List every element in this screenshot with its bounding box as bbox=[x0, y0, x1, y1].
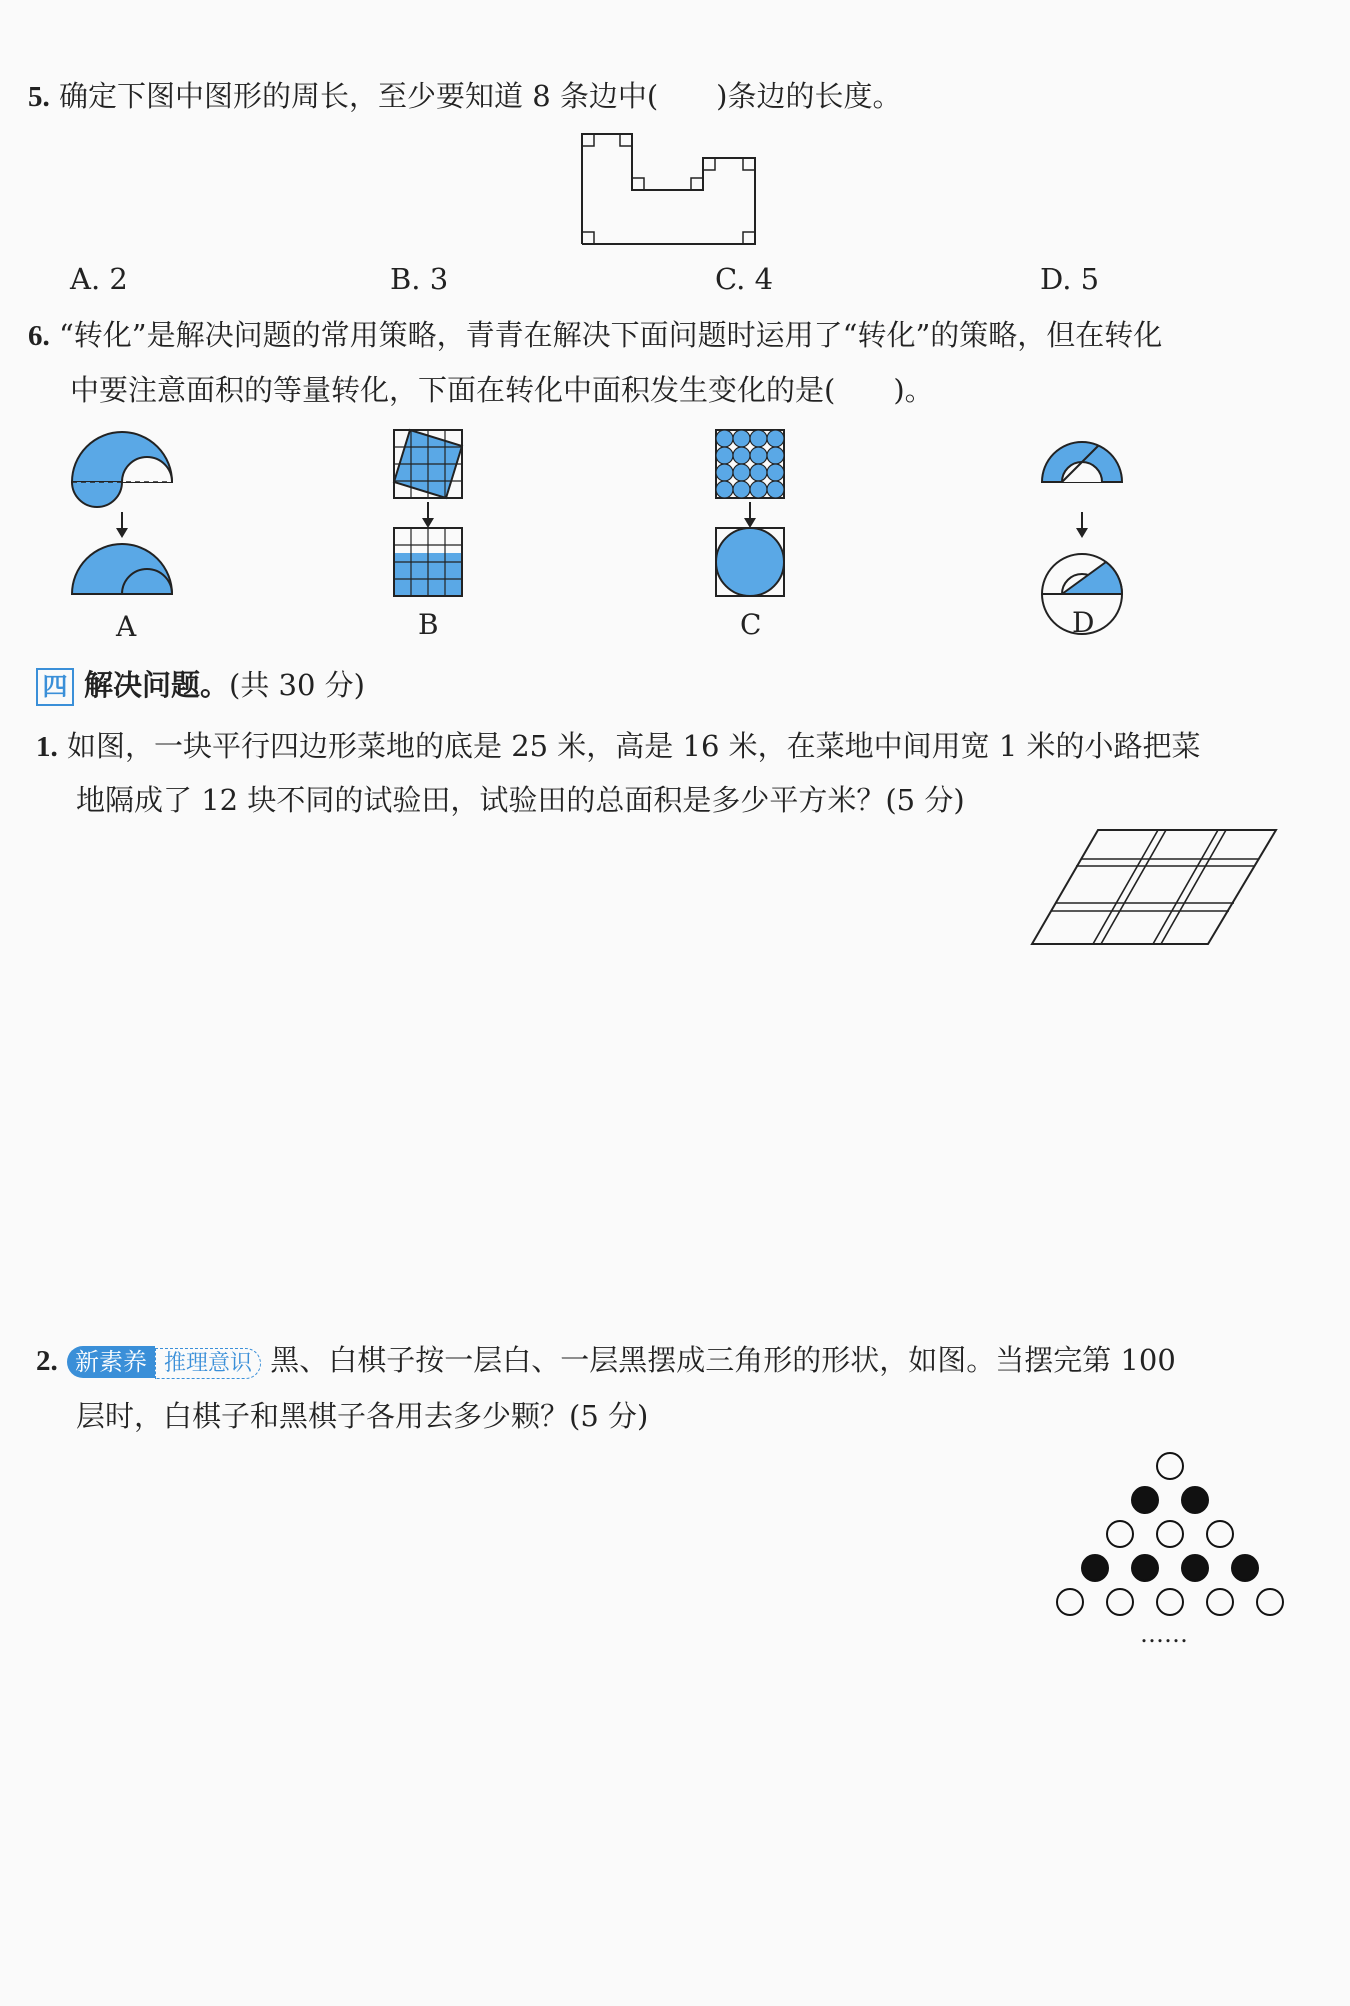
p2-text-line2: 层时，白棋子和黑棋子各用去多少颗？(5 分) bbox=[76, 1399, 649, 1433]
small-circle bbox=[716, 430, 733, 447]
q5-figure bbox=[580, 130, 760, 246]
q5-text: 5. 确定下图中图形的周长，至少要知道 8 条边中( )条边的长度。 bbox=[28, 79, 902, 113]
q6-text-line1: 6. “转化”是解决问题的常用策略，青青在解决下面问题时运用了“转化”的策略，但在转化 bbox=[28, 318, 1163, 352]
section-title: 解决问题。 bbox=[84, 668, 230, 702]
small-circle bbox=[733, 430, 750, 447]
q6-label-c[interactable]: C bbox=[740, 608, 762, 641]
section-number-icon: 四 bbox=[36, 668, 74, 706]
p2-ellipsis: …… bbox=[1140, 1620, 1188, 1648]
white-chess-piece bbox=[1107, 1521, 1133, 1547]
small-circle bbox=[733, 447, 750, 464]
white-chess-piece bbox=[1157, 1521, 1183, 1547]
white-chess-piece bbox=[1207, 1521, 1233, 1547]
white-chess-piece bbox=[1107, 1589, 1133, 1615]
q6-figure-a bbox=[70, 430, 180, 600]
white-chess-piece bbox=[1157, 1589, 1183, 1615]
q6-figure-c bbox=[714, 428, 789, 598]
small-circle bbox=[767, 430, 784, 447]
white-chess-piece bbox=[1157, 1453, 1183, 1479]
p1-text-line2: 地隔成了 12 块不同的试验田，试验田的总面积是多少平方米？(5 分) bbox=[76, 783, 965, 817]
section-score: (共 30 分) bbox=[229, 668, 365, 702]
black-chess-piece bbox=[1182, 1555, 1208, 1581]
white-chess-piece bbox=[1207, 1589, 1233, 1615]
small-circle bbox=[716, 447, 733, 464]
small-circle bbox=[733, 481, 750, 498]
small-circle bbox=[733, 464, 750, 481]
small-circle bbox=[767, 464, 784, 481]
q6-text-line2: 中要注意面积的等量转化，下面在转化中面积发生变化的是( )。 bbox=[70, 373, 934, 407]
white-chess-piece bbox=[1057, 1589, 1083, 1615]
q6-label-b[interactable]: B bbox=[418, 608, 439, 641]
small-circle bbox=[750, 464, 767, 481]
small-circle bbox=[767, 447, 784, 464]
q6-figure-b bbox=[392, 428, 467, 598]
q6-label-a[interactable]: A bbox=[116, 610, 137, 643]
white-chess-piece bbox=[1257, 1589, 1283, 1615]
q5-option-d[interactable]: D. 5 bbox=[1040, 262, 1100, 296]
p2-chess-triangle-figure bbox=[1050, 1448, 1290, 1648]
q5-option-b[interactable]: B. 3 bbox=[390, 262, 449, 296]
black-chess-piece bbox=[1132, 1487, 1158, 1513]
badge-new-literacy: 新素养 bbox=[67, 1346, 155, 1378]
badge-reasoning: 推理意识 bbox=[155, 1348, 261, 1379]
q5-option-a[interactable]: A. 2 bbox=[70, 262, 128, 296]
small-circle bbox=[750, 481, 767, 498]
black-chess-piece bbox=[1132, 1555, 1158, 1581]
small-circle bbox=[750, 447, 767, 464]
p1-text-line1: 1. 如图，一块平行四边形菜地的底是 25 米，高是 16 米，在菜地中间用宽 1 米的小路把菜 bbox=[36, 729, 1201, 763]
small-circle bbox=[716, 481, 733, 498]
q6-figure-d bbox=[1040, 430, 1130, 600]
black-chess-piece bbox=[1182, 1487, 1208, 1513]
q6-label-d[interactable]: D bbox=[1072, 606, 1095, 639]
section-header bbox=[36, 665, 365, 706]
p2-text-line1: 2. 新素养 推理意识 黑、白棋子按一层白、一层黑摆成三角形的形状，如图。当摆完第 100 bbox=[36, 1343, 1176, 1377]
q5-option-c[interactable]: C. 4 bbox=[715, 262, 774, 296]
black-chess-piece bbox=[1232, 1555, 1258, 1581]
p1-parallelogram-figure bbox=[1030, 828, 1280, 948]
small-circle bbox=[767, 481, 784, 498]
small-circle bbox=[716, 464, 733, 481]
black-chess-piece bbox=[1082, 1555, 1108, 1581]
small-circle bbox=[750, 430, 767, 447]
